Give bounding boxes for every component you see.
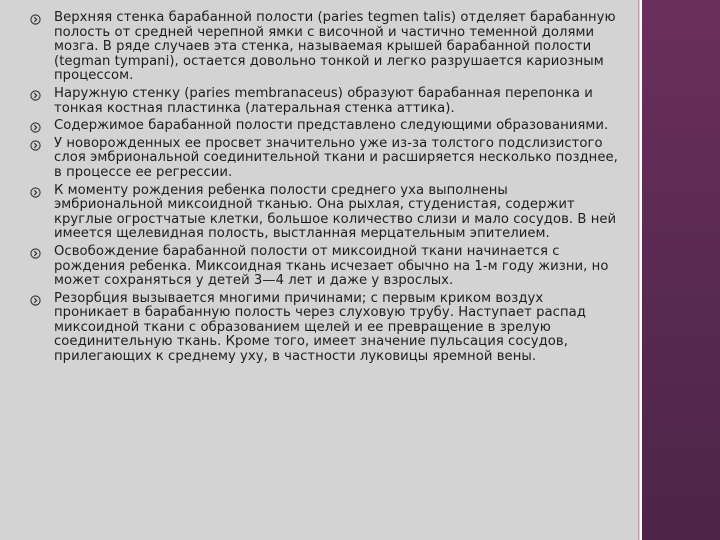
list-item-text: Содержимое барабанной полости представлено следующими образованиями. xyxy=(54,118,609,134)
circle-arrow-bullet-icon xyxy=(30,119,54,133)
list-item xyxy=(30,245,618,289)
decorative-side-panel xyxy=(642,0,720,540)
list-item xyxy=(30,87,618,116)
list-item-text: У новорожденных ее просвет значительно уже из-за толстого подслизистого слоя эмбриональной соединительной ткани и расширяется несколько позднее, в процессе ее регрессии. xyxy=(54,135,618,180)
list-item-text: Наружную стенку (paries membranaceus) образуют барабанная перепонка и тонкая костная пластинка (латеральная стенка аттика). xyxy=(54,85,593,116)
list-item xyxy=(30,137,618,181)
circle-arrow-bullet-icon xyxy=(30,11,54,25)
list-item-text: Освобождение барабанной полости от миксоидной ткани начинается с рождения ребенка. Миксоидная ткань исчезает обычно на 1-м году жизни, но может сохраняться у детей 3—4 лет и даже у взрослых. xyxy=(54,243,609,289)
panel-border-line xyxy=(638,0,639,540)
list-item xyxy=(30,119,618,134)
circle-arrow-bullet-icon xyxy=(30,292,54,306)
list-item-text: К моменту рождения ребенка полости среднего уха выполнены эмбриональной миксоидной тканью. Она рыхлая, студенистая, содержит круглые огростчатые клетки, большое количество слизи и мало сосудов. В ней имеется щелевидная полость, выстланная мерцательным эпителием. xyxy=(54,182,617,242)
list-item xyxy=(30,11,618,84)
circle-arrow-bullet-icon xyxy=(30,184,54,198)
list-item xyxy=(30,292,618,365)
list-item-text: Верхняя стенка барабанной полости (paries tegmen talis) отделяет барабанную полость от средней черепной ямки с височной и частично теменной долями мозга. В ряде случаев эта стенка, называемая крышей барабанной полости (tegman tympani), остается довольно тонкой и легко разрушается кариозным процессом. xyxy=(54,10,616,84)
list-item xyxy=(30,184,618,242)
panel-border-line xyxy=(640,0,642,540)
bullet-list xyxy=(30,11,618,368)
circle-arrow-bullet-icon xyxy=(30,137,54,151)
circle-arrow-bullet-icon xyxy=(30,245,54,259)
circle-arrow-bullet-icon xyxy=(30,87,54,101)
list-item-text: Резорбция вызывается многими причинами; с первым криком воздух проникает в барабанную полость через слуховую трубу. Наступает распад миксоидной ткани с образованием щелей и ее превращение в зрелую соединительную ткань. Кроме того, имеет значение пульсация сосудов, прилегающих к среднему уху, в частности луковицы яремной вены. xyxy=(54,290,586,365)
